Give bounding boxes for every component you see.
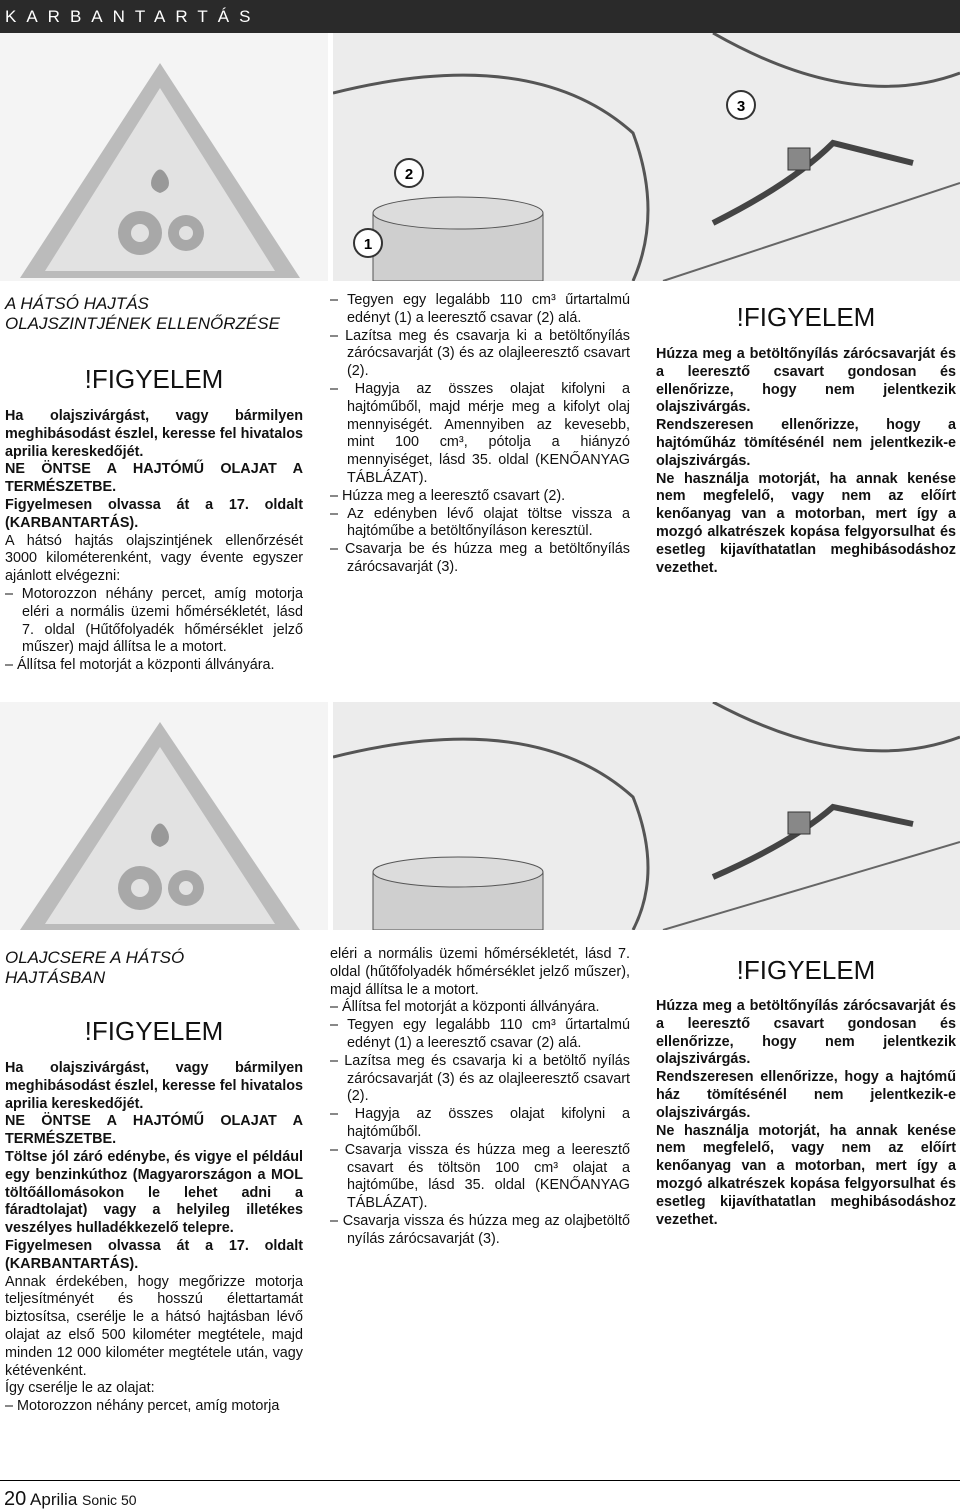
section2-col3-warning-title: !FIGYELEM	[736, 955, 876, 985]
warning-triangle-icon-2	[0, 702, 328, 930]
section1-col3-warning-title: !FIGYELEM	[736, 302, 876, 332]
paragraph: Ne használja motorját, ha annak kenése nem megfelelő, vagy nem az előírt kenőanyag van a motorban, mert így a mozgó alkatrészek kopása felgyorsulhat és esetleg kijavíthatatlan meghibásodáshoz vezethet.	[656, 1122, 956, 1228]
paragraph: NE ÖNTSE A HAJTÓMŰ OLAJAT A TERMÉSZETBE.	[5, 1113, 303, 1148]
drain-photo-drawing	[333, 33, 960, 281]
paragraph: Ne használja motorját, ha annak kenése nem megfelelő, vagy nem az előírt kenőanyag van a motorban, mert így a mozgó alkatrészek kopása felgyorsulhat és esetleg kijavíthatatlan meghibásodáshoz vezethet.	[656, 470, 956, 576]
paragraph: Rendszeresen ellenőrizze, hogy a hajtóműház tömítésénél nem jelentkezik-e olajszivárgás.	[656, 417, 956, 469]
paragraph: Töltse jól záró edénybe, és vigye el például egy benzinkúthoz (Magyarországon a MOL töltőállomásokon le lehet adni a fáradtolajat) vagy a helyileg illetékes veszélyes hulladékkezelő telepre.	[5, 1148, 303, 1237]
oil-change-photo	[333, 702, 960, 930]
callout-2-label: 2	[404, 166, 414, 183]
list-item: – Állítsa fel motorját a központi állványára.	[330, 999, 600, 1016]
list-item: – Csavarja vissza és húzza meg a leeresztő csavart és töltsön 100 cm³ olajat a hajtóműbe, lásd 35. oldal (KENŐANYAG TÁBLÁZAT).	[330, 1141, 630, 1212]
page-number: 20	[4, 1488, 27, 1510]
section2-column2	[330, 946, 630, 1249]
list-item: – Csavarja be és húzza meg a betöltőnyílás zárócsavarját (3).	[330, 541, 630, 575]
page-header-title: KARBANTARTÁS	[5, 7, 261, 26]
paragraph: Figyelmesen olvassa át a 17. oldalt (KARBANTARTÁS).	[5, 1237, 303, 1272]
paragraph: Húzza meg a betöltőnyílás zárócsavarját és a leeresztő csavart gondosan és ellenőrizze, hogy nem jelentkezik olajszivárgás.	[656, 346, 956, 416]
list-item: – Motorozzon néhány percet, amíg motorja	[5, 1398, 280, 1415]
list-item: – Az edényben lévő olajat töltse vissza a hajtóműbe a betöltőnyíláson keresztül.	[330, 505, 630, 540]
section2-warning-title: !FIGYELEM	[84, 1016, 224, 1046]
section1-column3	[656, 346, 956, 577]
list-item: – Tegyen egy legalább 110 cm³ űrtartalmú edényt (1) a leeresztő csavar (2) alá.	[330, 292, 630, 326]
footer	[4, 1488, 137, 1511]
section2-heading	[5, 948, 320, 988]
callout-1-label: 1	[363, 236, 373, 253]
warning-icon-image-2	[0, 702, 328, 930]
callout-3-label: 3	[736, 98, 746, 115]
paragraph: Rendszeresen ellenőrizze, hogy a hajtómű ház tömítésénél nem jelentkezik-e olajszivárgás.	[656, 1069, 956, 1121]
paragraph: NE ÖNTSE A HAJTÓMŰ OLAJAT A TERMÉSZETBE.	[5, 461, 303, 496]
paragraph: Annak érdekében, hogy megőrizze motorja teljesítményét és hosszú élettartamát biztosítsa, cserélje le a hátsó hajtásban lévő olajat az első 500 kilométer megtétele, majd minden 12 000 kilométer megtétele után, vagy kétévenként.	[5, 1273, 303, 1379]
section2-heading-line2: HAJTÁSBAN	[5, 968, 106, 987]
section1-warning-title: !FIGYELEM	[84, 364, 224, 394]
warning-triangle-icon	[0, 33, 328, 281]
footer-rule	[0, 1480, 960, 1481]
list-item: – Lazítsa meg és csavarja ki a betöltőnyílás zárócsavarját (3) és az olajleeresztő csavart (2).	[330, 327, 630, 380]
drain-procedure-photo	[333, 33, 960, 281]
section2-column3	[656, 998, 956, 1229]
paragraph: Húzza meg a betöltőnyílás zárócsavarját és a leeresztő csavart gondosan és ellenőrizze, hogy nem jelentkezik olajszivárgás.	[656, 998, 956, 1068]
paragraph: Ha olajszivárgást, vagy bármilyen meghibásodást észlel, keresse fel hivatalos aprilia kereskedőjét.	[5, 408, 303, 460]
section2-column1	[5, 1060, 303, 1416]
list-item: – Hagyja az összes olajat kifolyni a hajtóműből, majd mérje meg a kifolyt olaj mennyiségét. Amennyiben az kevesebb, mint 100 cm³, pótolja a hiányzó mennyiséget, lásd 35. oldal (KENŐANYAG TÁBLÁZAT).	[330, 380, 630, 486]
section2-heading-line1: OLAJCSERE A HÁTSÓ	[5, 948, 185, 967]
list-item: – Motorozzon néhány percet, amíg motorja eléri a normális üzemi hőmérsékletét, lásd 7. oldal (Hűtőfolyadék hőmérséklet jelző műszer) majd állítsa le a motort.	[5, 585, 303, 656]
section1-heading-line1: A HÁTSÓ HAJTÁS	[5, 294, 149, 313]
oil-change-photo-drawing	[333, 702, 960, 930]
list-item: – Húzza meg a leeresztő csavart (2).	[330, 487, 566, 504]
list-item: – Tegyen egy legalább 110 cm³ űrtartalmú edényt (1) a leeresztő csavar (2) alá.	[330, 1017, 630, 1051]
list-item: – Állítsa fel motorját a központi állványára.	[5, 657, 275, 674]
list-item: – Lazítsa meg és csavarja ki a betöltő nyílás zárócsavarját (3) és az olajleeresztő csavart (2).	[330, 1052, 630, 1105]
paragraph: Figyelmesen olvassa át a 17. oldalt (KARBANTARTÁS).	[5, 496, 303, 531]
paragraph: Ha olajszivárgást, vagy bármilyen meghibásodást észlel, keresse fel hivatalos aprilia kereskedőjét.	[5, 1060, 303, 1112]
list-item: – Hagyja az összes olajat kifolyni a hajtóműből.	[330, 1106, 630, 1140]
section1-column1	[5, 408, 303, 675]
section1-heading	[5, 294, 320, 334]
paragraph: Így cserélje le az olajat:	[5, 1380, 155, 1397]
section1-column2	[330, 292, 630, 577]
header-bar	[0, 0, 960, 33]
warning-icon-image	[0, 33, 328, 281]
model-name: Sonic 50	[82, 1492, 137, 1508]
list-item: – Csavarja vissza és húzza meg az olajbetöltő nyílás zárócsavarját (3).	[330, 1212, 630, 1247]
paragraph: eléri a normális üzemi hőmérsékletét, lásd 7. oldal (hűtőfolyadék hőmérséklet jelző műszer), majd állítsa le a motort.	[330, 946, 630, 998]
brand-name: Aprilia	[30, 1490, 78, 1509]
paragraph: A hátsó hajtás olajszintjének ellenőrzését 3000 kilométerenként, vagy évente egyszer ajánlott elvégezni:	[5, 532, 303, 585]
section1-heading-line2: OLAJSZINTJÉNEK ELLENŐRZÉSE	[5, 314, 280, 333]
